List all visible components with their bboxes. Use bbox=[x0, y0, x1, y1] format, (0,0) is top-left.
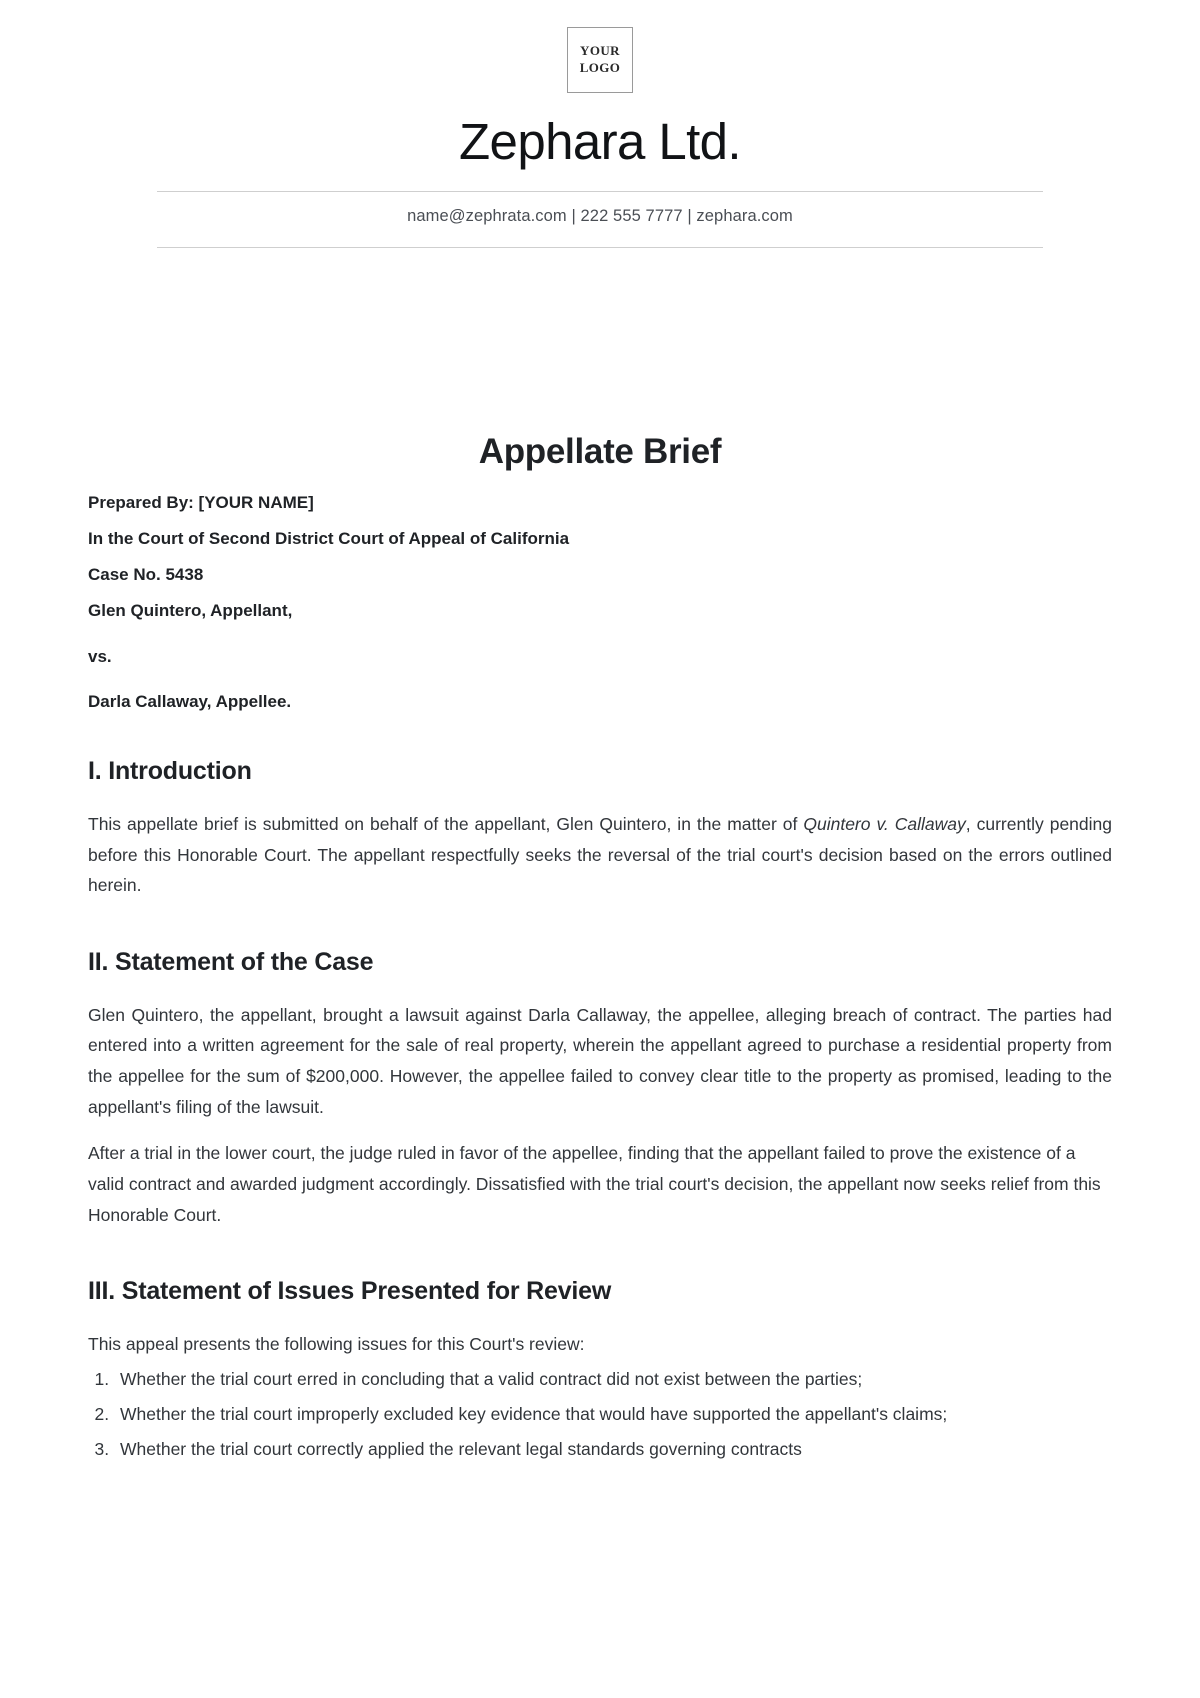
list-item: 2. Whether the trial court improperly excluded key evidence that would have supported the appellant's claims; bbox=[114, 1399, 1112, 1429]
section-heading-introduction: I. Introduction bbox=[88, 756, 252, 785]
caption-prepared-by: Prepared By: [YOUR NAME] bbox=[88, 492, 314, 512]
page-title: Appellate Brief bbox=[478, 431, 722, 471]
logo-line-1: YOUR bbox=[580, 43, 620, 59]
introduction-paragraph bbox=[88, 809, 1112, 901]
company-name: Zephara Ltd. bbox=[459, 113, 741, 170]
case-citation: Quintero v. Callaway bbox=[803, 813, 966, 834]
caption-case-number: Case No. 5438 bbox=[88, 564, 204, 584]
section-heading-statement-of-issues: III. Statement of Issues Presented for Review bbox=[88, 1277, 612, 1306]
caption-versus: vs. bbox=[88, 646, 112, 666]
caption-appellee: Darla Callaway, Appellee. bbox=[88, 691, 292, 711]
statement-paragraph-1: Glen Quintero, the appellant, brought a lawsuit against Darla Callaway, the appellee, alleging breach of contract. The parties had entered into a written agreement for the sale of real property, wherein the appellant agreed to purchase a residential property from the appellee for the sum of $200,000. However, the appellee failed to convey clear title to the property as promised, leading to the appellant's filing of the lawsuit. bbox=[88, 1004, 1112, 1117]
section-introduction bbox=[88, 756, 1112, 901]
issues-list bbox=[88, 1364, 1112, 1464]
caption-appellant: Glen Quintero, Appellant, bbox=[88, 600, 293, 620]
list-item: 3. Whether the trial court correctly applied the relevant legal standards governing contracts bbox=[114, 1434, 1112, 1464]
issues-intro: This appeal presents the following issues for this Court's review: bbox=[88, 1334, 585, 1355]
case-caption bbox=[88, 494, 1112, 710]
caption-court: In the Court of Second District Court of Appeal of California bbox=[88, 528, 570, 548]
letterhead bbox=[0, 0, 1200, 248]
letterhead-divider-bottom bbox=[157, 247, 1043, 248]
document-body bbox=[0, 431, 1200, 1464]
list-item: 1. Whether the trial court erred in concluding that a valid contract did not exist between the parties; bbox=[114, 1364, 1112, 1394]
statement-paragraph-2: After a trial in the lower court, the judge ruled in favor of the appellee, finding that the appellant failed to prove the existence of a valid contract and awarded judgment accordingly. Dissatisfied with the trial court's decision, the appellant now seeks relief from this Honorable Court. bbox=[88, 1143, 1101, 1225]
logo-placeholder-icon bbox=[567, 27, 633, 93]
section-statement-of-issues bbox=[88, 1276, 1112, 1464]
section-statement-of-the-case bbox=[88, 947, 1112, 1230]
logo-line-2: LOGO bbox=[579, 60, 621, 75]
contact-line: name@zephrata.com | 222 555 7777 | zephara.com bbox=[407, 206, 793, 225]
section-heading-statement-of-the-case: II. Statement of the Case bbox=[88, 947, 374, 976]
introduction-text-before-citation: This appellate brief is submitted on behalf of the appellant, Glen Quintero, in the matter of bbox=[88, 813, 804, 834]
introduction-text-after-citation: , currently pending before this Honorable Court. The appellant respectfully seeks the reversal of the trial court's decision based on the errors outlined herein. bbox=[88, 813, 1112, 896]
